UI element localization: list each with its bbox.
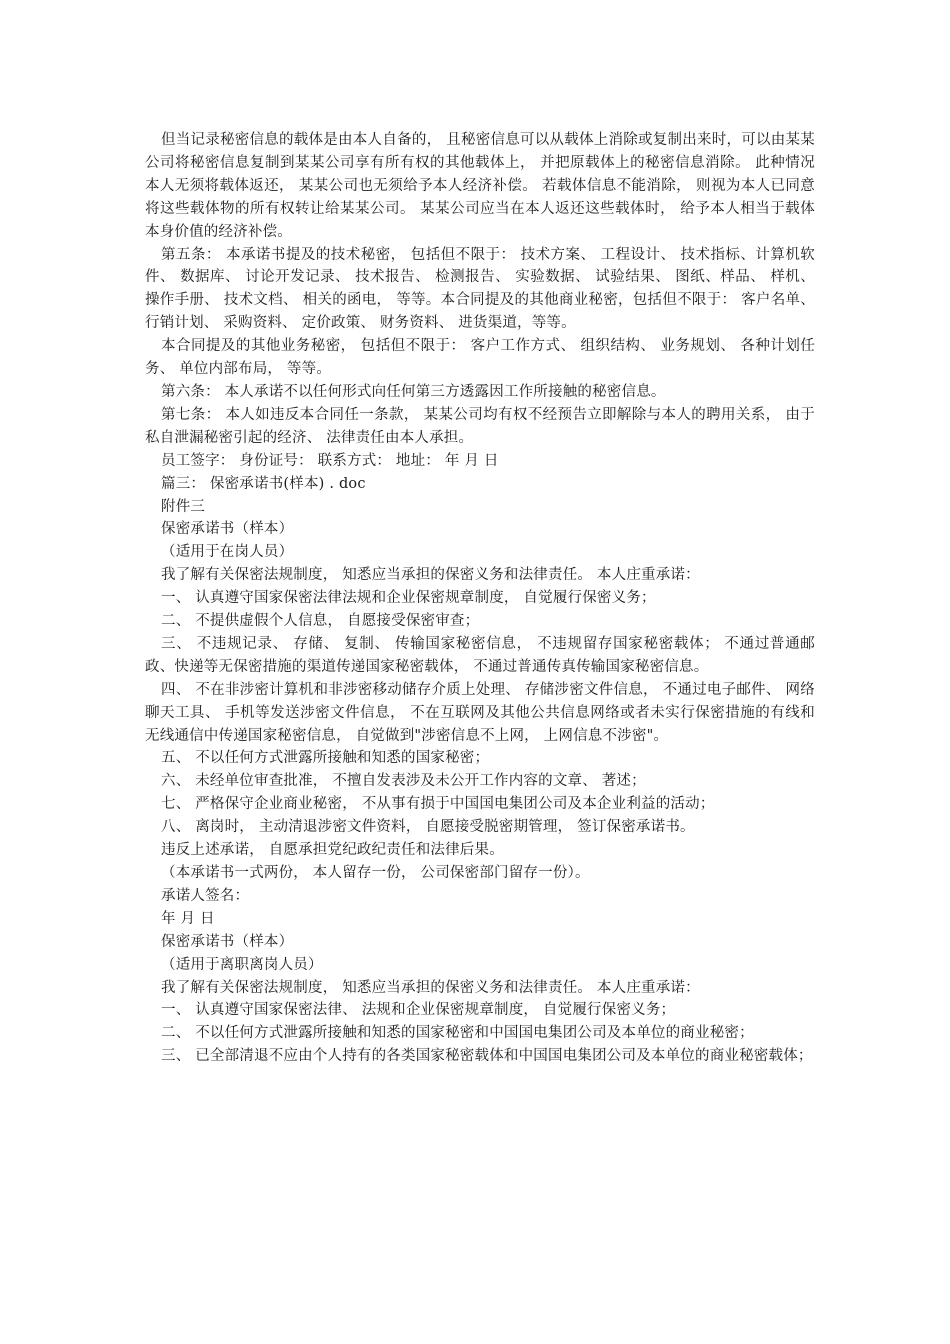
section-subtitle: （适用于离职离岗人员） [161,956,323,973]
list-item: 三、 不违规记录、 存储、 复制、 传输国家秘密信息， 不违规留存国家秘密载体； 不通过普通邮政、快递等无保密措施的渠道传递国家秘密载体， 不通过普通传真传输国家秘密信息。 [145,635,815,675]
paragraph: 篇三： 保密承诺书(样本) . doc [161,475,366,492]
list-item: 五、 不以任何方式泄露所接触和知悉的国家秘密； [161,750,490,767]
list-item: 六、 未经单位审查批准， 不擅自发表涉及未公开工作内容的文章、 著述； [161,773,646,790]
document-body [145,129,815,1068]
date-line: 年 月 日 [161,910,215,927]
paragraph: 员工签字： 身份证号： 联系方式： 地址： 年 月 日 [161,452,499,469]
section-title: 保密承诺书（样本） [161,521,294,538]
list-item: 八、 离岗时， 主动清退涉密文件资料， 自愿接受脱密期管理， 签订保密承诺书。 [161,819,695,836]
paragraph: 我了解有关保密法规制度， 知悉应当承担的保密义务和法律责任。 本人庄重承诺： [161,567,700,584]
paragraph: 第七条： 本人如违反本合同任一条款， 某某公司均有权不经预告立即解除与本人的聘用关系， 由于私自泄漏秘密引起的经济、 法律责任由本人承担。 [145,406,815,446]
paragraph: 本合同提及的其他业务秘密， 包括但不限于： 客户工作方式、 组织结构、 业务规划、 各种计划任务、 单位内部布局， 等等。 [145,338,815,378]
list-item: 三、 已全部清退不应由个人持有的各类国家秘密载体和中国国电集团公司及本单位的商业秘密载体； [161,1048,813,1065]
paragraph: （本承诺书一式两份， 本人留存一份， 公司保密部门留存一份）。 [161,865,590,881]
paragraph: 违反上述承诺， 自愿承担党纪政纪责任和法律后果。 [161,842,504,859]
list-item: 四、 不在非涉密计算机和非涉密移动储存介质上处理、 存储涉密文件信息， 不通过电子邮件、 网络聊天工具、 手机等发送涉密文件信息， 不在互联网及其他公共信息网络或者未实行保密措施的有线和无线通信中传递国家秘密信息， 自觉做到"涉密信息不上网， 上网信息不涉密"。 [145,681,815,744]
list-item: 二、 不以任何方式泄露所接触和知悉的国家秘密和中国国电集团公司及本单位的商业秘密； [161,1025,754,1042]
signature-line: 承诺人签名： [161,887,250,904]
section-subtitle: （适用于在岗人员） [161,544,294,561]
list-item: 一、 认真遵守国家保密法律、 法规和企业保密规章制度， 自觉履行保密义务； [161,1002,676,1019]
paragraph: 但当记录秘密信息的载体是由本人自备的， 且秘密信息可以从载体上消除或复制出来时，可以由某某公司将秘密信息复制到某某公司享有所有权的其他载体上， 并把原载体上的秘密信息消除。 此种情况本人无须将载体返还， 某某公司也无须给予本人经济补偿。 若载体信息不能消除， 则视为本人已同意将这些载体物的所有权转让给某某公司。 某某公司应当在本人返还这些载体时， 给予本人相当于载体本身价值的经济补偿。 [145,132,815,240]
paragraph: 第五条： 本承诺书提及的技术秘密， 包括但不限于： 技术方案、 工程设计、 技术指标、计算机软件、 数据库、 讨论开发记录、 技术报告、 检测报告、 实验数据、 试验结果、 图纸、样品、 样机、 操作手册、 技术文档、 相关的函电， 等等。本合同提及的其他商业秘密，包括但不限于： 客户名单、 行销计划、 采购资料、 定价政策、 财务资料、 进货渠道，等等。 [145,246,815,332]
section-title: 保密承诺书（样本） [161,933,294,950]
paragraph: 我了解有关保密法规制度， 知悉应当承担的保密义务和法律责任。 本人庄重承诺： [161,979,700,996]
list-item: 二、 不提供虚假个人信息， 自愿接受保密审查； [161,613,480,630]
list-item: 七、 严格保守企业商业秘密， 不从事有损于中国国电集团公司及本企业利益的活动； [161,796,715,813]
list-item: 一、 认真遵守国家保密法律法规和企业保密规章制度， 自觉履行保密义务； [161,590,656,607]
paragraph: 附件三 [161,498,206,515]
paragraph: 第六条： 本人承诺不以任何形式向任何第三方透露因工作所接触的秘密信息。 [161,383,666,400]
